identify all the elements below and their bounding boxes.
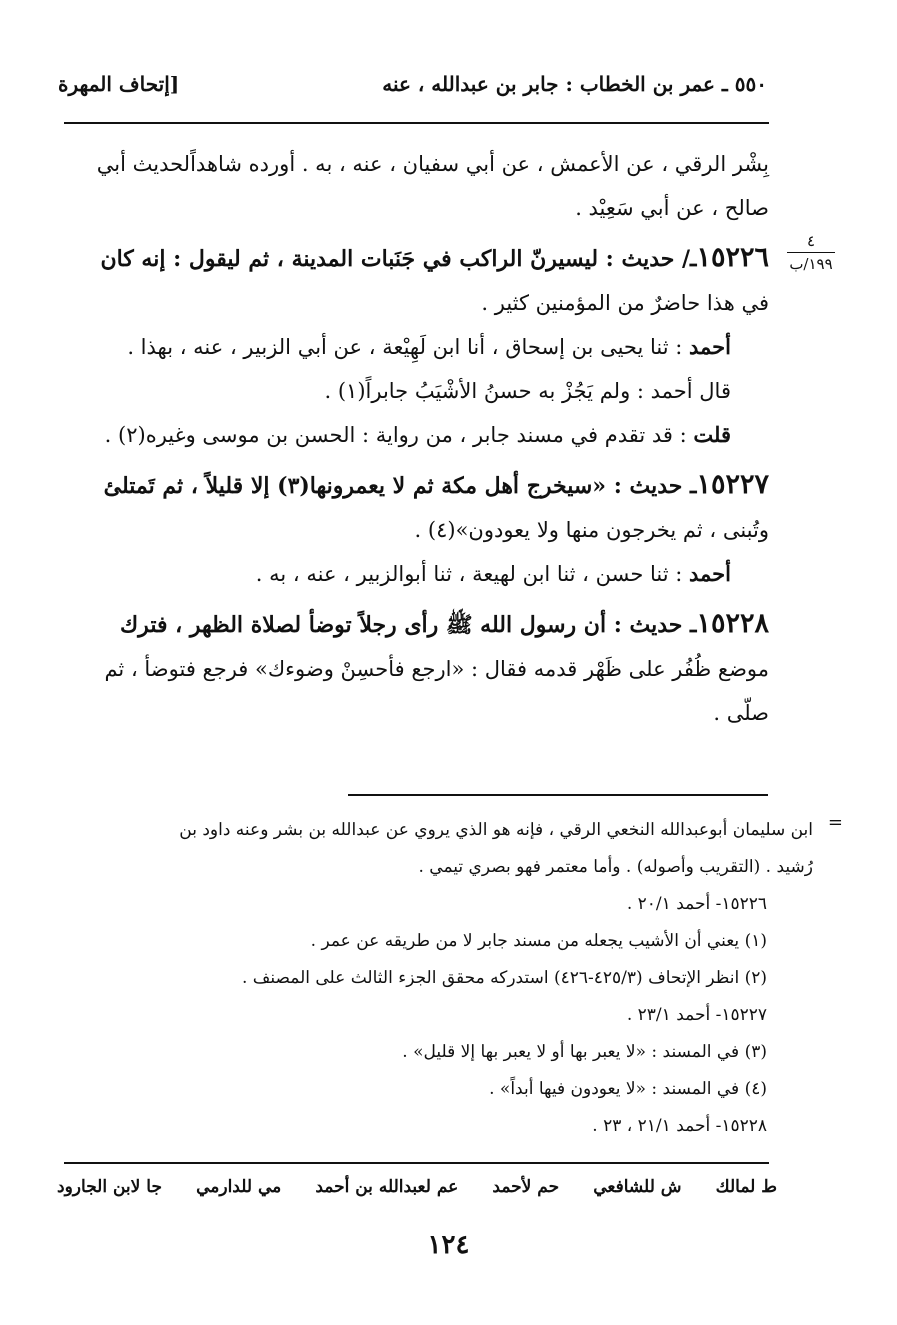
entry-number: ١٥٢٢٧ [696,469,769,500]
footnote-line: ابن سليمان أبوعبدالله النخعي الرقي ، فإنه هو الذي يروي عن عبدالله بن بشر وعنه داود بن [179,820,813,840]
legend-item: مي للدارمي [196,1177,282,1197]
hadith-text: ـ حديث : «سيخرج أهل مكة ثم لا يعمرونها(٣) إلا قليلاً ، ثم تَمتلئ [103,473,697,499]
footnotes [68,812,843,1145]
isnad-line [66,369,769,413]
intro-line: بِشْر الرقي ، عن الأعمش ، عن أبي سفيان ، عنه ، به . أورده شاهداًلحديث أبي [96,152,769,176]
isnad-text: : ثنا يحيى بن إسحاق ، أنا ابن لَهِيْعة ، عن أبي الزبير ، عنه ، بهذا . [127,335,690,359]
footnote-line: ١٥٢٢٨- أحمد ٢١/١ ، ٢٣ . [592,1116,767,1136]
main-text [66,142,769,735]
margin-volume: ٤ [806,232,816,250]
legend-item: ط لمالك [715,1177,777,1197]
continuation-mark: = [827,812,843,833]
isnad-text: : ثنا حسن ، ثنا ابن لهيعة ، ثنا أبوالزبير ، عنه ، به . [255,562,690,586]
isnad-text: : قد تقدم في مسند جابر ، من رواية : الحسن بن موسى وغيره(٢) . [104,423,694,447]
margin-folio: ١٩٩/ب [789,255,833,273]
legend-item: حم لأحمد [492,1177,560,1197]
legend-item: جا لابن الجارود [57,1177,162,1197]
abbreviation-legend [57,1177,777,1197]
legend-item: ش للشافعي [593,1177,682,1197]
isnad-line [66,325,769,369]
footnote-line: رُشيد . (التقريب وأصوله) . وأما معتمر فهو بصري تيمي . [418,857,813,877]
footnote-line: ١٥٢٢٧- أحمد ٢٣/١ . [626,1005,767,1025]
footnote-line: ١٥٢٢٦- أحمد ٢٠/١ . [626,894,767,914]
margin-reference [781,232,841,273]
footnote-line: (٣) في المسند : «لا يعبر بها أو لا يعبر بها إلا قليل» . [402,1042,767,1062]
hadith-text: وتُبنى ، ثم يخرجون منها ولا يعودون»(٤) . [414,518,769,542]
entry-number: ١٥٢٢٨ [696,608,769,639]
isnad-label: أحمد [689,561,731,586]
hadith-entry-heading [66,236,769,281]
legend-item: عم لعبدالله بن أحمد [315,1177,459,1197]
isnad-label: أحمد [689,334,731,359]
footnote-line: (١) يعني أن الأشيب يجعله من مسند جابر لا من طريقه عن عمر . [310,931,767,951]
legend-rule [64,1162,769,1164]
hadith-text: موضع ظُفُر على ظَهْر قدمه فقال : «ارجع فأحسِنْ وضوءك» فرجع فتوضأ ، ثم [104,657,769,681]
hadith-text: صلّى . [713,701,769,725]
intro-line: صالح ، عن أبي سَعِيْد . [575,196,769,220]
hadith-entry-heading [66,602,769,647]
hadith-text: في هذا حاضرٌ من المؤمنين كثير . [481,291,769,315]
running-header-title: ٥٥٠ ـ عمر بن الخطاب : جابر بن عبدالله ، عنه [382,72,767,96]
hadith-entry-heading [66,463,769,508]
footnote-line: (٢) انظر الإتحاف (٤٢٥/٣-٤٢٦) استدركه محقق الجزء الثالث على المصنف . [241,968,767,988]
page-number: ١٢٤ [427,1230,470,1260]
isnad-text: قال أحمد : ولم يَجُزْ به حسنُ الأشْيَبُ جابراً(١) . [324,379,731,403]
hadith-text: ـ/ حديث : ليسيرنّ الراكب في جَنَبات المدينة ، ثم ليقول : إنه كان [100,246,697,272]
running-header-book: [إتحاف المهرة [58,72,180,96]
footnote-line: (٤) في المسند : «لا يعودون فيها أبداً» . [489,1079,767,1099]
isnad-line [66,413,769,457]
entry-number: ١٥٢٢٦ [696,242,769,273]
hadith-text: ـ حديث : أن رسول الله ﷺ رأى رجلاً توضأ لصلاة الظهر ، فترك [120,612,697,638]
isnad-line [66,552,769,596]
margin-divider [787,252,835,253]
isnad-label: قلت [693,422,731,447]
header-rule [64,122,769,124]
footnote-rule [348,794,768,796]
